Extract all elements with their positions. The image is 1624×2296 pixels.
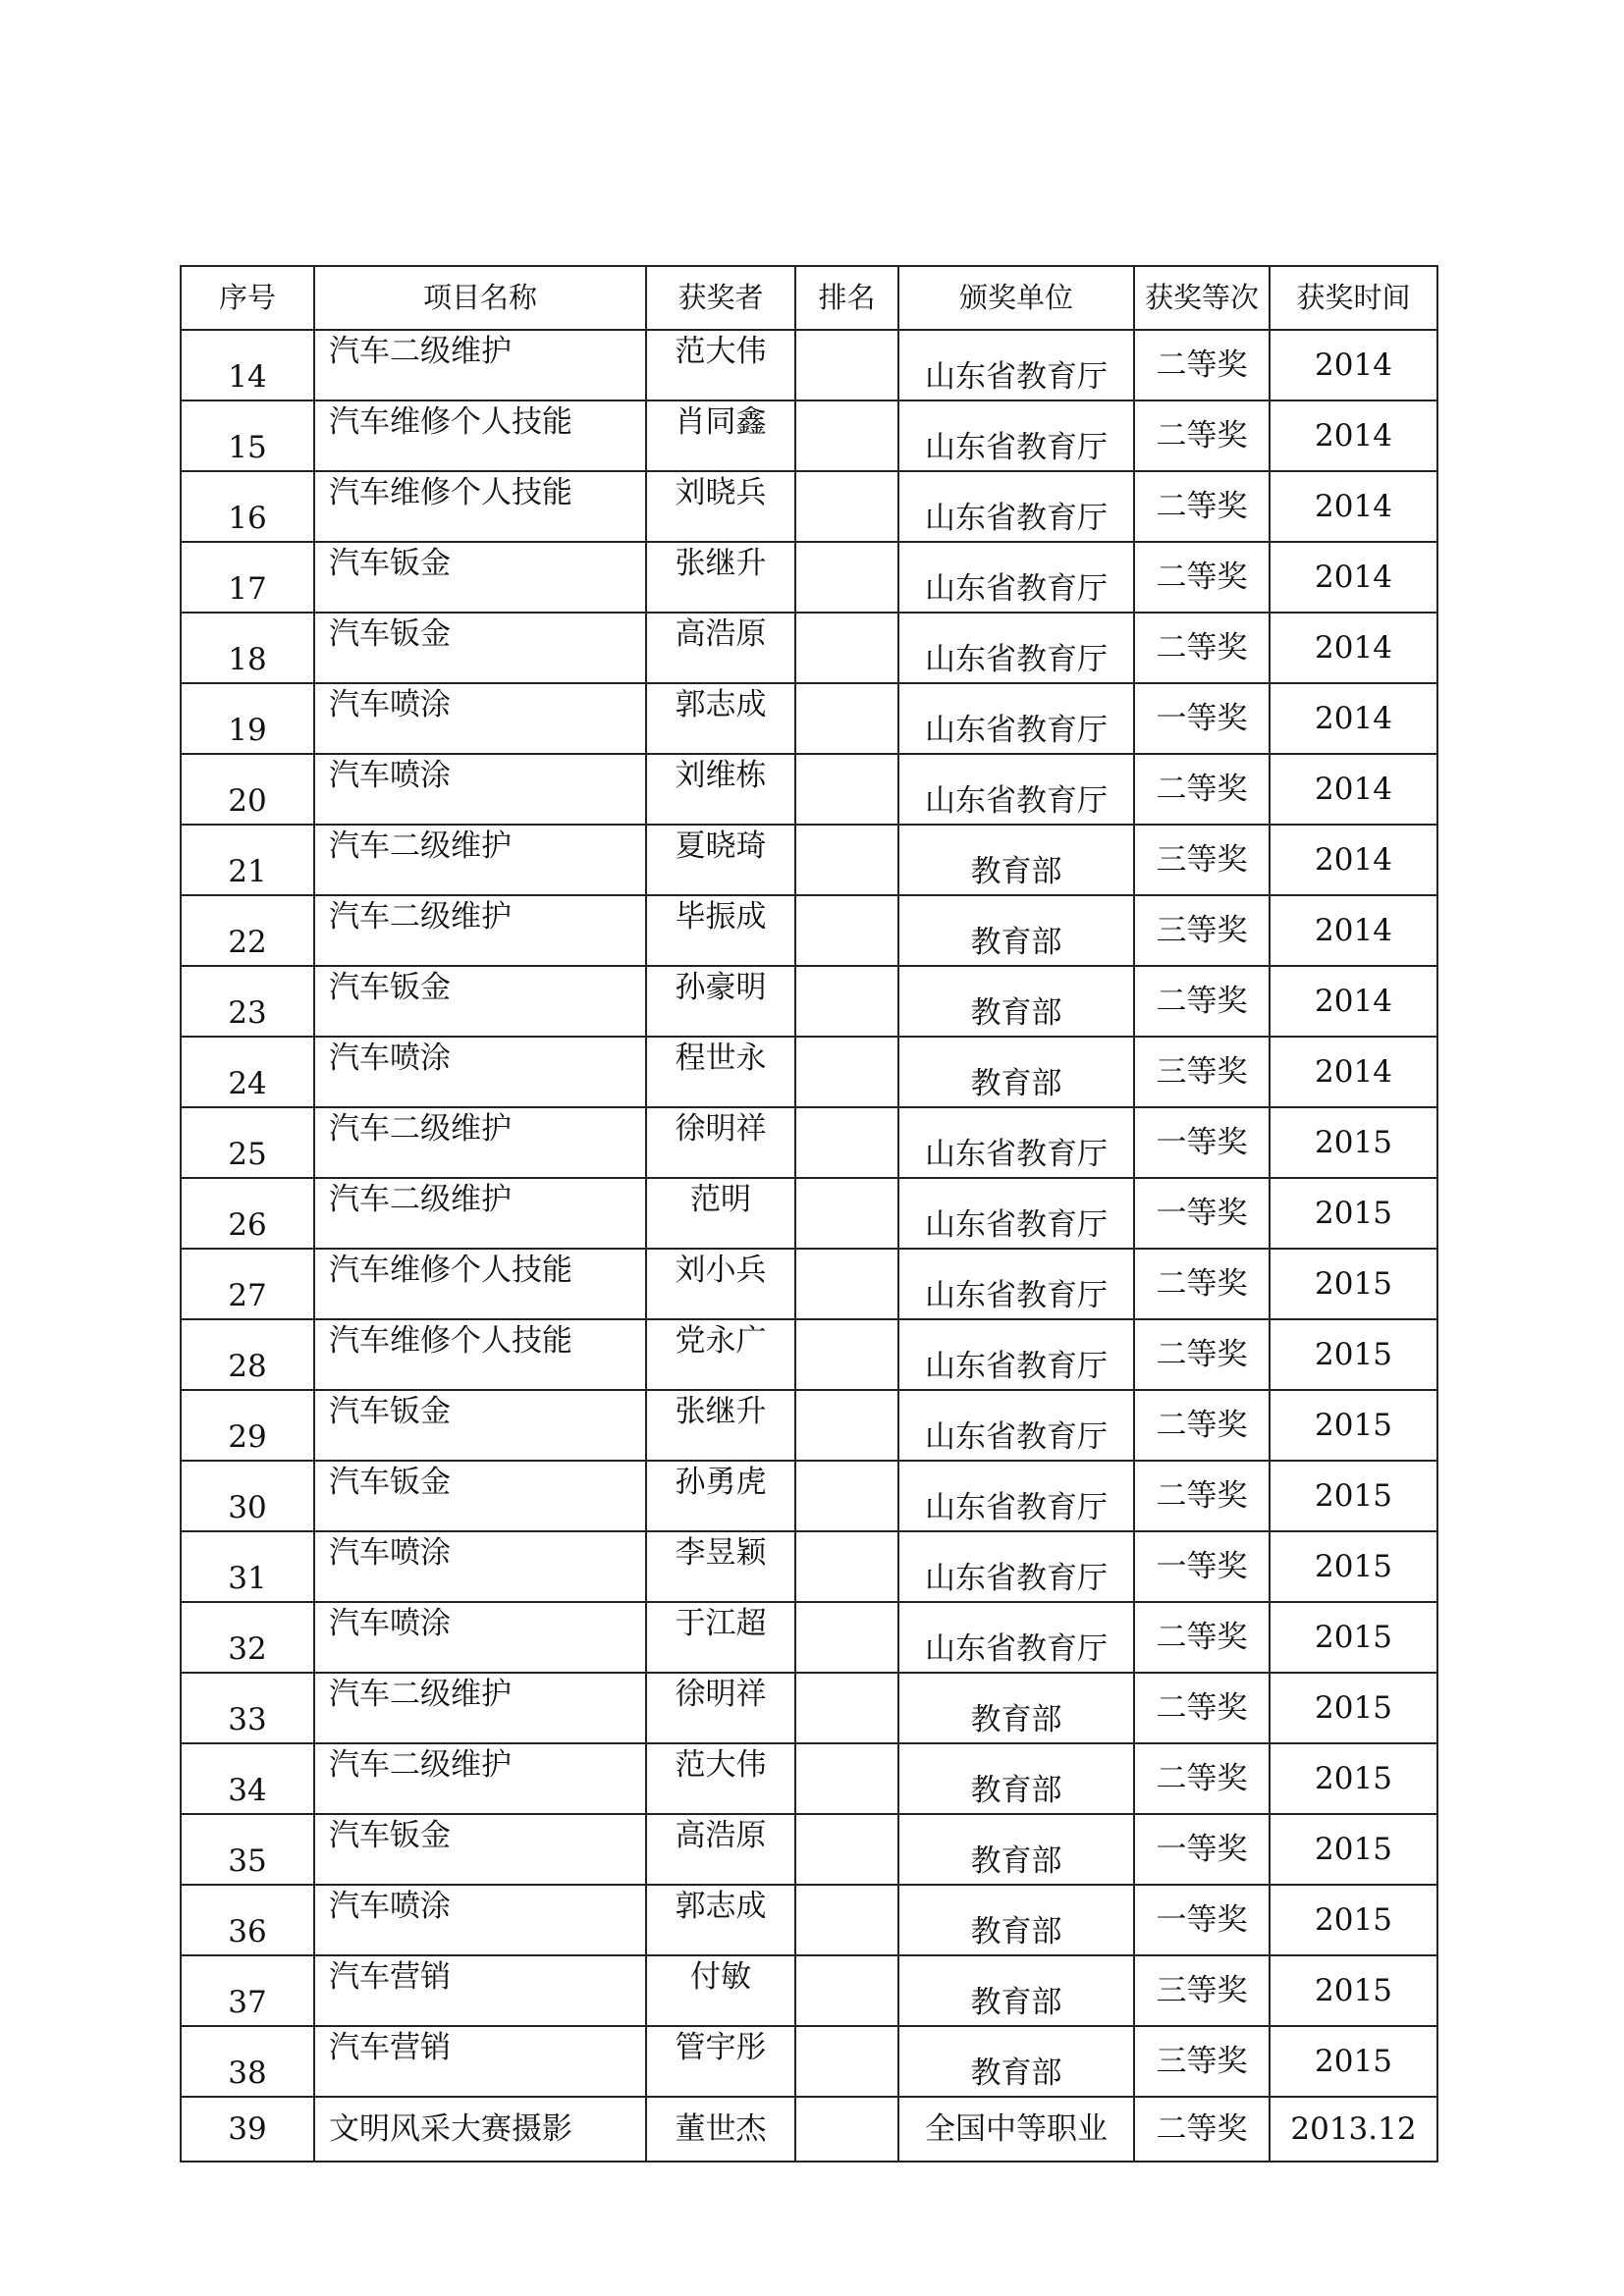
cell-no: 15: [181, 400, 314, 471]
cell-winner: 付敏: [646, 1955, 795, 2026]
cell-time: 2015: [1270, 1531, 1437, 1602]
cell-winner: 范明: [646, 1178, 795, 1249]
table-row: [181, 1531, 1437, 1602]
cell-rank: [795, 1955, 898, 2026]
cell-winner: 毕振成: [646, 895, 795, 966]
header-level: 获奖等次: [1134, 266, 1270, 330]
cell-time: 2014: [1270, 966, 1437, 1037]
cell-issuer: 山东省教育厅: [898, 1319, 1134, 1390]
cell-project: 文明风采大赛摄影: [314, 2097, 646, 2162]
cell-no: 33: [181, 1673, 314, 1743]
cell-no: 36: [181, 1885, 314, 1955]
cell-time: 2014: [1270, 895, 1437, 966]
cell-level: 一等奖: [1134, 1107, 1270, 1178]
table-row: [181, 1885, 1437, 1955]
cell-project: 汽车二级维护: [314, 1743, 646, 1814]
cell-no: 23: [181, 966, 314, 1037]
cell-no: 18: [181, 613, 314, 683]
cell-level: 三等奖: [1134, 1955, 1270, 2026]
cell-time: 2014: [1270, 683, 1437, 754]
cell-issuer: 山东省教育厅: [898, 471, 1134, 542]
cell-rank: [795, 825, 898, 895]
cell-winner: 孙勇虎: [646, 1461, 795, 1531]
cell-no: 31: [181, 1531, 314, 1602]
cell-project: 汽车二级维护: [314, 1178, 646, 1249]
cell-issuer: 教育部: [898, 1955, 1134, 2026]
cell-time: 2014: [1270, 754, 1437, 825]
header-no: 序号: [181, 266, 314, 330]
header-time: 获奖时间: [1270, 266, 1437, 330]
cell-project: 汽车二级维护: [314, 895, 646, 966]
cell-rank: [795, 683, 898, 754]
cell-winner: 孙豪明: [646, 966, 795, 1037]
cell-issuer: 山东省教育厅: [898, 1178, 1134, 1249]
cell-rank: [795, 1319, 898, 1390]
cell-level: 三等奖: [1134, 2026, 1270, 2097]
cell-rank: [795, 1885, 898, 1955]
cell-project: 汽车营销: [314, 1955, 646, 2026]
cell-project: 汽车钣金: [314, 1461, 646, 1531]
cell-level: 一等奖: [1134, 1531, 1270, 1602]
cell-rank: [795, 1602, 898, 1673]
cell-issuer: 山东省教育厅: [898, 400, 1134, 471]
cell-time: 2015: [1270, 1249, 1437, 1319]
cell-project: 汽车二级维护: [314, 825, 646, 895]
cell-winner: 党永广: [646, 1319, 795, 1390]
cell-winner: 张继升: [646, 1390, 795, 1461]
cell-project: 汽车二级维护: [314, 1107, 646, 1178]
cell-time: 2015: [1270, 1602, 1437, 1673]
cell-no: 32: [181, 1602, 314, 1673]
cell-winner: 刘晓兵: [646, 471, 795, 542]
cell-rank: [795, 1673, 898, 1743]
cell-no: 24: [181, 1037, 314, 1107]
cell-winner: 高浩原: [646, 613, 795, 683]
cell-issuer: 山东省教育厅: [898, 1249, 1134, 1319]
cell-issuer: 山东省教育厅: [898, 683, 1134, 754]
cell-issuer: 教育部: [898, 966, 1134, 1037]
cell-time: 2015: [1270, 1743, 1437, 1814]
cell-issuer: 山东省教育厅: [898, 1461, 1134, 1531]
cell-time: 2015: [1270, 1178, 1437, 1249]
cell-issuer: 山东省教育厅: [898, 754, 1134, 825]
cell-time: 2013.12: [1270, 2097, 1437, 2162]
cell-no: 14: [181, 330, 314, 400]
cell-time: 2015: [1270, 1319, 1437, 1390]
cell-no: 16: [181, 471, 314, 542]
cell-level: 一等奖: [1134, 1885, 1270, 1955]
cell-level: 二等奖: [1134, 471, 1270, 542]
cell-time: 2014: [1270, 542, 1437, 613]
award-table: [180, 265, 1438, 2163]
cell-winner: 管宇彤: [646, 2026, 795, 2097]
table-row: [181, 1178, 1437, 1249]
cell-no: 37: [181, 1955, 314, 2026]
cell-project: 汽车喷涂: [314, 683, 646, 754]
cell-level: 二等奖: [1134, 1602, 1270, 1673]
cell-project: 汽车维修个人技能: [314, 1249, 646, 1319]
cell-winner: 高浩原: [646, 1814, 795, 1885]
cell-no: 21: [181, 825, 314, 895]
cell-time: 2015: [1270, 1814, 1437, 1885]
table-row: [181, 683, 1437, 754]
cell-issuer: 教育部: [898, 1673, 1134, 1743]
cell-time: 2014: [1270, 1037, 1437, 1107]
cell-rank: [795, 2097, 898, 2162]
cell-no: 17: [181, 542, 314, 613]
cell-winner: 徐明祥: [646, 1673, 795, 1743]
cell-time: 2015: [1270, 2026, 1437, 2097]
cell-issuer: 山东省教育厅: [898, 1390, 1134, 1461]
cell-no: 30: [181, 1461, 314, 1531]
table-row: [181, 1319, 1437, 1390]
cell-no: 27: [181, 1249, 314, 1319]
cell-issuer: 教育部: [898, 1037, 1134, 1107]
cell-project: 汽车钣金: [314, 966, 646, 1037]
table-row: [181, 966, 1437, 1037]
table-row: [181, 2097, 1437, 2162]
cell-level: 三等奖: [1134, 825, 1270, 895]
table-row: [181, 1955, 1437, 2026]
cell-issuer: 教育部: [898, 1814, 1134, 1885]
cell-no: 26: [181, 1178, 314, 1249]
cell-project: 汽车喷涂: [314, 1531, 646, 1602]
cell-rank: [795, 1461, 898, 1531]
cell-rank: [795, 1743, 898, 1814]
cell-issuer: 教育部: [898, 2026, 1134, 2097]
table-row: [181, 1390, 1437, 1461]
cell-no: 38: [181, 2026, 314, 2097]
table-row: [181, 471, 1437, 542]
cell-rank: [795, 1107, 898, 1178]
cell-level: 二等奖: [1134, 542, 1270, 613]
cell-issuer: 山东省教育厅: [898, 613, 1134, 683]
table-row: [181, 825, 1437, 895]
cell-project: 汽车钣金: [314, 1814, 646, 1885]
cell-winner: 肖同鑫: [646, 400, 795, 471]
table-row: [181, 542, 1437, 613]
cell-winner: 程世永: [646, 1037, 795, 1107]
cell-project: 汽车二级维护: [314, 330, 646, 400]
cell-time: 2015: [1270, 1461, 1437, 1531]
table-row: [181, 1249, 1437, 1319]
header-issuer: 颁奖单位: [898, 266, 1134, 330]
cell-level: 二等奖: [1134, 1390, 1270, 1461]
cell-no: 25: [181, 1107, 314, 1178]
cell-winner: 范大伟: [646, 330, 795, 400]
cell-project: 汽车钣金: [314, 1390, 646, 1461]
cell-level: 二等奖: [1134, 1461, 1270, 1531]
table-row: [181, 613, 1437, 683]
cell-level: 一等奖: [1134, 1814, 1270, 1885]
table-row: [181, 2026, 1437, 2097]
cell-level: 一等奖: [1134, 683, 1270, 754]
cell-rank: [795, 1390, 898, 1461]
cell-winner: 李昱颖: [646, 1531, 795, 1602]
cell-no: 28: [181, 1319, 314, 1390]
cell-rank: [795, 471, 898, 542]
cell-winner: 郭志成: [646, 683, 795, 754]
cell-project: 汽车二级维护: [314, 1673, 646, 1743]
table-row: [181, 1107, 1437, 1178]
table-row: [181, 1814, 1437, 1885]
cell-no: 39: [181, 2097, 314, 2162]
cell-winner: 刘小兵: [646, 1249, 795, 1319]
cell-rank: [795, 542, 898, 613]
cell-issuer: 教育部: [898, 825, 1134, 895]
cell-level: 二等奖: [1134, 1743, 1270, 1814]
cell-no: 29: [181, 1390, 314, 1461]
cell-rank: [795, 1814, 898, 1885]
table-row: [181, 400, 1437, 471]
cell-no: 22: [181, 895, 314, 966]
table-row: [181, 1461, 1437, 1531]
cell-project: 汽车维修个人技能: [314, 471, 646, 542]
cell-time: 2015: [1270, 1673, 1437, 1743]
cell-rank: [795, 754, 898, 825]
cell-winner: 郭志成: [646, 1885, 795, 1955]
cell-project: 汽车维修个人技能: [314, 1319, 646, 1390]
cell-issuer: 教育部: [898, 1743, 1134, 1814]
award-rows: [181, 330, 1437, 2162]
cell-winner: 夏晓琦: [646, 825, 795, 895]
cell-project: 汽车喷涂: [314, 754, 646, 825]
cell-rank: [795, 1037, 898, 1107]
cell-time: 2015: [1270, 1885, 1437, 1955]
cell-winner: 董世杰: [646, 2097, 795, 2162]
cell-no: 35: [181, 1814, 314, 1885]
cell-rank: [795, 613, 898, 683]
cell-project: 汽车钣金: [314, 613, 646, 683]
cell-rank: [795, 1531, 898, 1602]
cell-rank: [795, 2026, 898, 2097]
cell-rank: [795, 1178, 898, 1249]
cell-time: 2015: [1270, 1390, 1437, 1461]
cell-rank: [795, 400, 898, 471]
table-row: [181, 1602, 1437, 1673]
table-row: [181, 1037, 1437, 1107]
cell-no: 19: [181, 683, 314, 754]
cell-level: 二等奖: [1134, 400, 1270, 471]
table-row: [181, 895, 1437, 966]
header-winner: 获奖者: [646, 266, 795, 330]
cell-rank: [795, 895, 898, 966]
cell-time: 2014: [1270, 471, 1437, 542]
table-row: [181, 1673, 1437, 1743]
cell-time: 2014: [1270, 330, 1437, 400]
table-row: [181, 1743, 1437, 1814]
cell-time: 2015: [1270, 1107, 1437, 1178]
cell-time: 2014: [1270, 400, 1437, 471]
cell-rank: [795, 966, 898, 1037]
cell-winner: 范大伟: [646, 1743, 795, 1814]
cell-winner: 于江超: [646, 1602, 795, 1673]
cell-level: 三等奖: [1134, 1037, 1270, 1107]
header-row: [181, 266, 1437, 330]
cell-issuer: 山东省教育厅: [898, 542, 1134, 613]
cell-issuer: 山东省教育厅: [898, 330, 1134, 400]
cell-issuer: 教育部: [898, 1885, 1134, 1955]
cell-time: 2015: [1270, 1955, 1437, 2026]
cell-level: 二等奖: [1134, 754, 1270, 825]
cell-project: 汽车喷涂: [314, 1037, 646, 1107]
cell-level: 二等奖: [1134, 1673, 1270, 1743]
cell-level: 二等奖: [1134, 330, 1270, 400]
cell-level: 二等奖: [1134, 966, 1270, 1037]
header-project: 项目名称: [314, 266, 646, 330]
cell-winner: 张继升: [646, 542, 795, 613]
cell-rank: [795, 1249, 898, 1319]
cell-level: 一等奖: [1134, 1178, 1270, 1249]
header-rank: 排名: [795, 266, 898, 330]
cell-level: 三等奖: [1134, 895, 1270, 966]
cell-winner: 刘维栋: [646, 754, 795, 825]
cell-issuer: 山东省教育厅: [898, 1602, 1134, 1673]
cell-project: 汽车营销: [314, 2026, 646, 2097]
cell-level: 二等奖: [1134, 613, 1270, 683]
cell-level: 二等奖: [1134, 1319, 1270, 1390]
cell-level: 二等奖: [1134, 2097, 1270, 2162]
table-row: [181, 754, 1437, 825]
cell-issuer: 山东省教育厅: [898, 1531, 1134, 1602]
cell-issuer: 全国中等职业: [898, 2097, 1134, 2162]
cell-winner: 徐明祥: [646, 1107, 795, 1178]
cell-level: 二等奖: [1134, 1249, 1270, 1319]
cell-project: 汽车喷涂: [314, 1885, 646, 1955]
cell-time: 2014: [1270, 825, 1437, 895]
table-row: [181, 330, 1437, 400]
cell-project: 汽车维修个人技能: [314, 400, 646, 471]
cell-issuer: 教育部: [898, 895, 1134, 966]
cell-time: 2014: [1270, 613, 1437, 683]
cell-project: 汽车钣金: [314, 542, 646, 613]
cell-project: 汽车喷涂: [314, 1602, 646, 1673]
cell-issuer: 山东省教育厅: [898, 1107, 1134, 1178]
cell-no: 20: [181, 754, 314, 825]
cell-rank: [795, 330, 898, 400]
cell-no: 34: [181, 1743, 314, 1814]
